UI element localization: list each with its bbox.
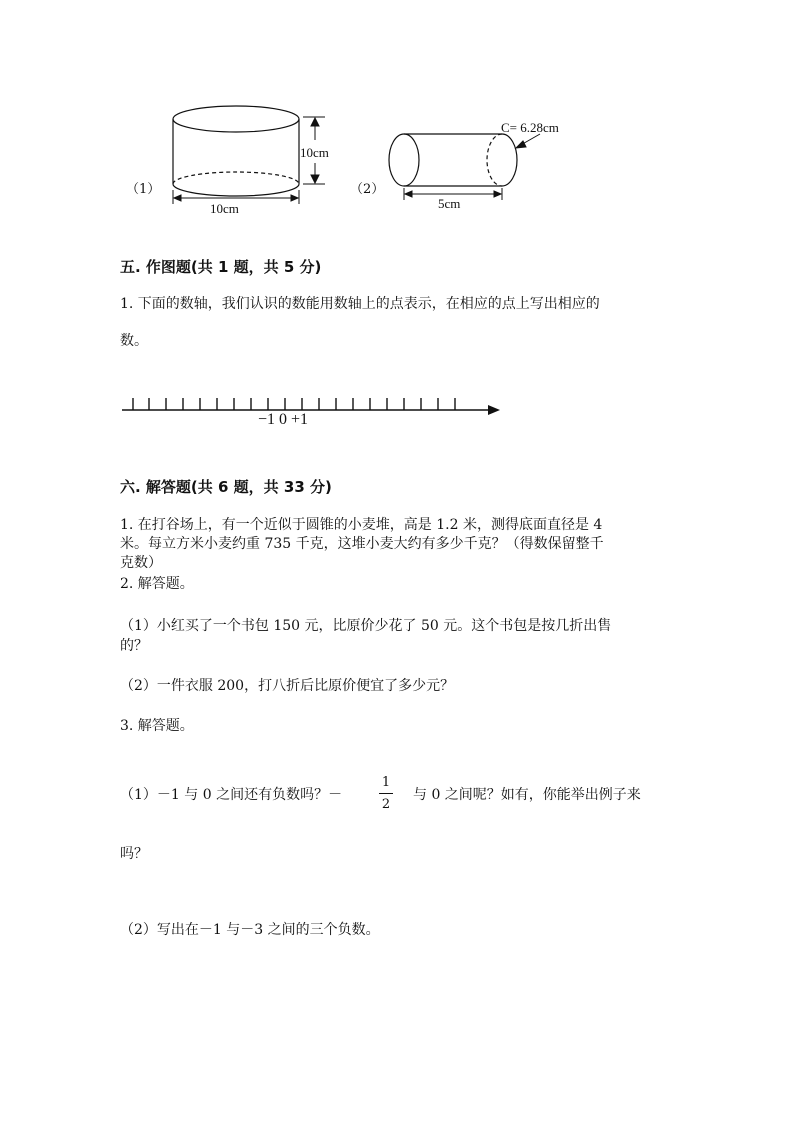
section-6-q3-part1-line2: 吗？ xyxy=(120,846,148,862)
horizontal-cylinder xyxy=(389,134,517,186)
number-line xyxy=(0,380,794,420)
section-6-q1-line3: 克数） xyxy=(120,555,162,571)
figure-2-circumference-label: C= 6.28cm xyxy=(501,120,559,135)
section-6-q2-part1-line2: 的？ xyxy=(120,638,148,654)
section-6-q2-title: 2. 解答题。 xyxy=(120,576,194,592)
section-6-q3-part2: （2）写出在－1 与－3 之间的三个负数。 xyxy=(120,922,380,938)
figure-2-label: （2） xyxy=(350,182,385,197)
section-5-q1-line1: 1. 下面的数轴，我们认识的数能用数轴上的点表示，在相应的点上写出相应的 xyxy=(120,296,600,312)
number-line-labels: −1 0 +1 xyxy=(258,411,309,428)
section-6-q2-part1-line1: （1）小红买了一个书包 150 元，比原价少花了 50 元。这个书包是按几折出售 xyxy=(120,618,612,634)
section-5-heading: 五. 作图题(共 1 题，共 5 分) xyxy=(120,258,322,276)
upright-cylinder xyxy=(173,106,299,196)
number-line-arrow xyxy=(488,405,500,415)
section-6-q2-part2: （2）一件衣服 200，打八折后比原价便宜了多少元？ xyxy=(120,678,455,694)
figure-1-label: （1） xyxy=(126,182,161,197)
section-6-q1-line2: 米。每立方米小麦约重 735 千克，这堆小麦大约有多少千克？（得数保留整千 xyxy=(120,536,604,552)
figure-2-length-label: 5cm xyxy=(438,196,461,211)
fraction-bar xyxy=(379,793,393,794)
section-6-q3-part1-after: 与 0 之间呢？如有，你能举出例子来 xyxy=(413,787,641,803)
section-5-q1-line2: 数。 xyxy=(120,333,148,349)
figure-1-width-label: 10cm xyxy=(210,201,239,216)
figure-1-height-label: 10cm xyxy=(300,145,329,160)
cylinder-figures xyxy=(0,0,794,240)
fraction-numerator: 1 xyxy=(381,775,391,790)
section-6-heading: 六. 解答题(共 6 题，共 33 分) xyxy=(120,478,332,496)
section-6-q3-part1-before: （1）－1 与 0 之间还有负数吗？－ xyxy=(120,787,343,803)
section-6-q1-line1: 1. 在打谷场上，有一个近似于圆锥的小麦堆，高是 1.2 米，测得底面直径是 4 xyxy=(120,517,603,533)
fraction-denominator: 2 xyxy=(381,797,391,812)
section-6-q3-title: 3. 解答题。 xyxy=(120,718,194,734)
number-line-ticks xyxy=(133,398,455,410)
circumference-pointer xyxy=(516,134,540,148)
